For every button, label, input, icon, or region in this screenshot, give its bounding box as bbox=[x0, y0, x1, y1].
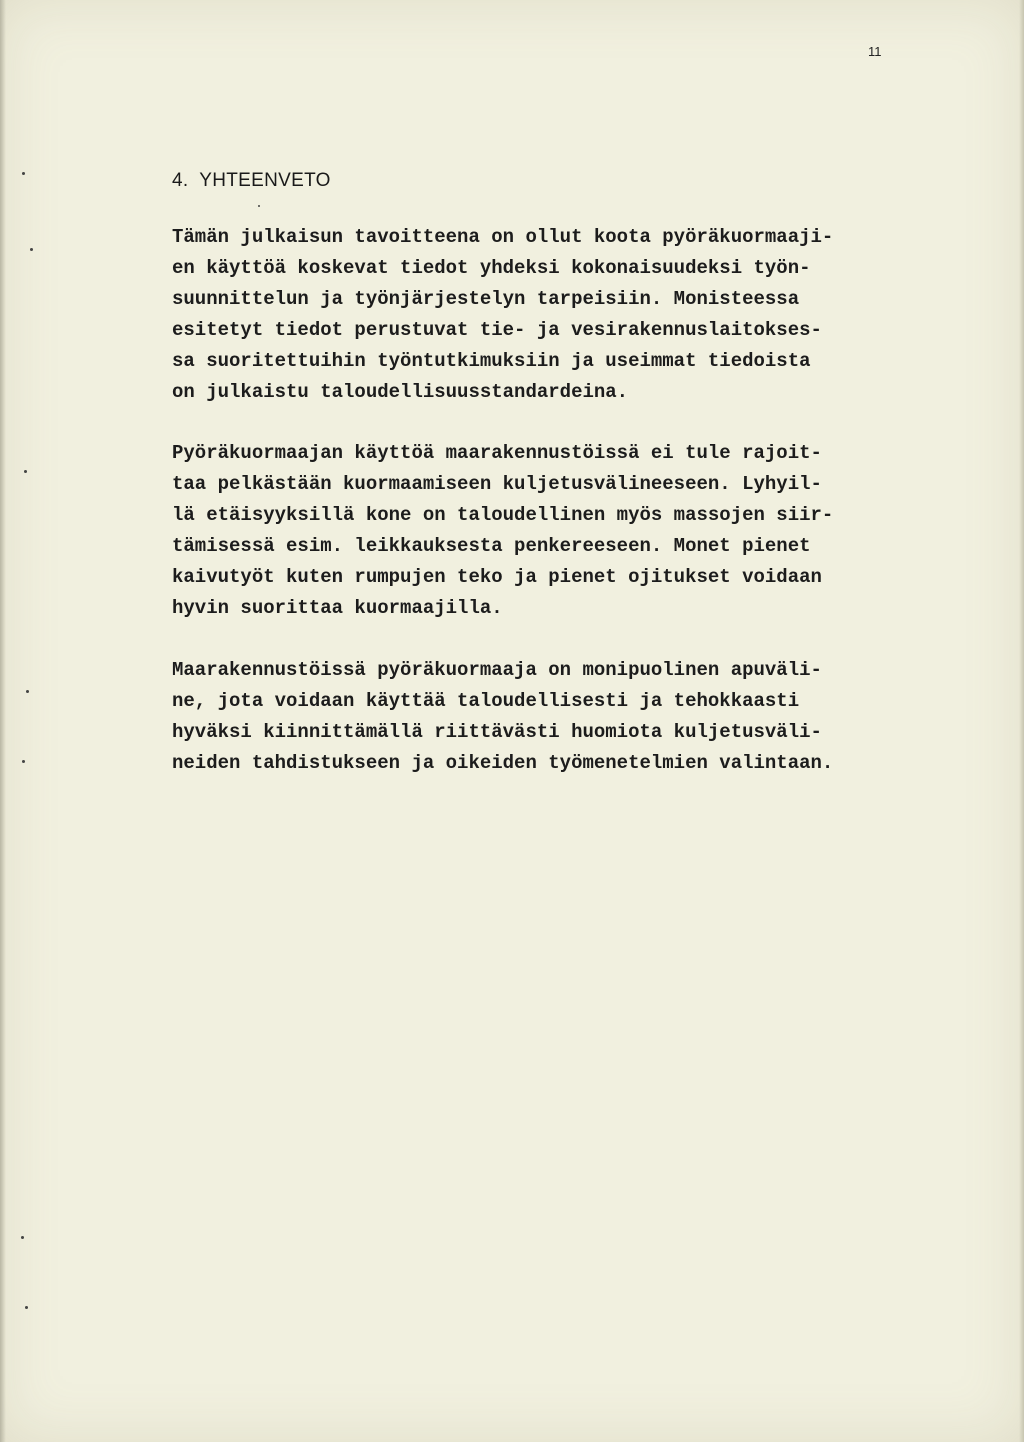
paragraph-line: on julkaistu taloudellisuusstandardeina. bbox=[172, 381, 629, 403]
scan-speck bbox=[22, 172, 25, 175]
scan-edge-left bbox=[0, 0, 6, 1442]
paragraph-line: neiden tahdistukseen ja oikeiden työmenetelmien valintaan. bbox=[172, 752, 834, 774]
paragraph-line: en käyttöä koskevat tiedot yhdeksi kokonaisuudeksi työn- bbox=[172, 257, 811, 279]
paragraph-1 bbox=[172, 222, 833, 408]
scan-edge-right bbox=[1019, 0, 1024, 1442]
scan-speck bbox=[25, 1306, 28, 1309]
paragraph-line: suunnittelun ja työnjärjestelyn tarpeisiin. Monisteessa bbox=[172, 288, 800, 310]
section-heading: 4. YHTEENVETO bbox=[172, 170, 331, 191]
paragraph-line: hyvin suorittaa kuormaajilla. bbox=[172, 597, 503, 619]
scan-speck bbox=[24, 470, 27, 473]
paragraph-line: ne, jota voidaan käyttää taloudellisesti ja tehokkaasti bbox=[172, 690, 800, 712]
scan-speck bbox=[258, 205, 260, 207]
page-number: 11 bbox=[868, 44, 882, 59]
paragraph-line: Pyöräkuormaajan käyttöä maarakennustöissä ei tule rajoit- bbox=[172, 442, 822, 464]
paragraph-3 bbox=[172, 655, 833, 779]
paragraph-line: Tämän julkaisun tavoitteena on ollut koota pyöräkuormaaji- bbox=[172, 226, 834, 248]
paragraph-2 bbox=[172, 438, 833, 624]
paragraph-line: kaivutyöt kuten rumpujen teko ja pienet ojitukset voidaan bbox=[172, 566, 822, 588]
paragraph-line: tämisessä esim. leikkauksesta penkereeseen. Monet pienet bbox=[172, 535, 811, 557]
paragraph-line: taa pelkästään kuormaamiseen kuljetusvälineeseen. Lyhyil- bbox=[172, 473, 822, 495]
scan-speck bbox=[26, 690, 29, 693]
paragraph-line: sa suoritettuihin työntutkimuksiin ja useimmat tiedoista bbox=[172, 350, 811, 372]
scan-speck bbox=[30, 248, 33, 251]
paragraph-line: esitetyt tiedot perustuvat tie- ja vesirakennuslaitokses- bbox=[172, 319, 822, 341]
scan-speck bbox=[21, 1236, 24, 1239]
paragraph-line: Maarakennustöissä pyöräkuormaaja on monipuolinen apuväli- bbox=[172, 659, 822, 681]
scan-speck bbox=[22, 760, 25, 763]
paragraph-line: hyväksi kiinnittämällä riittävästi huomiota kuljetusväli- bbox=[172, 721, 822, 743]
paragraph-line: lä etäisyyksillä kone on taloudellinen myös massojen siir- bbox=[172, 504, 834, 526]
